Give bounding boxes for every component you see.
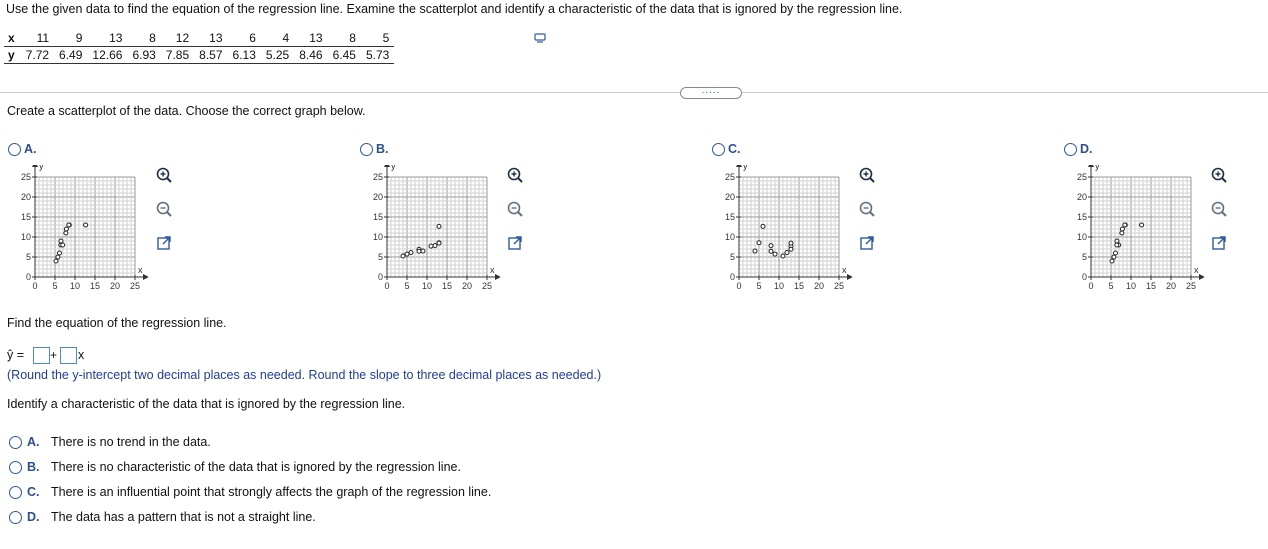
y-axis-label: y — [39, 165, 44, 171]
y-cell: 5.73 — [361, 47, 394, 64]
y-tick-label: 0 — [1081, 272, 1087, 282]
data-point — [781, 254, 785, 258]
y-row-label: y — [4, 47, 21, 64]
x-tick-label: 10 — [773, 281, 785, 291]
graph-choice-c-radio[interactable] — [712, 143, 725, 156]
x-axis-arrow — [143, 274, 148, 280]
zoom-in-icon[interactable] — [506, 166, 524, 184]
data-point — [59, 239, 63, 243]
y-tick-label: 0 — [377, 272, 383, 282]
x-tick-label: 5 — [404, 281, 410, 291]
y-tick-label: 10 — [1076, 232, 1087, 242]
y-tick-label: 20 — [1076, 192, 1087, 202]
copy-data-icon[interactable] — [534, 33, 546, 43]
x-axis-arrow — [1199, 274, 1204, 280]
y-tick-label: 25 — [1076, 172, 1087, 182]
x-axis-arrow — [495, 274, 500, 280]
data-point — [1140, 223, 1144, 227]
data-point — [753, 249, 757, 253]
y-tick-label: 15 — [372, 212, 383, 222]
data-point — [757, 241, 761, 245]
y-tick-label: 25 — [724, 172, 735, 182]
data-point — [437, 224, 441, 228]
x-tick-label: 10 — [1125, 281, 1137, 291]
y-tick-label: 15 — [1076, 212, 1087, 222]
x-variable: x — [78, 348, 85, 362]
x-tick-label: 0 — [1088, 281, 1094, 291]
data-point — [785, 250, 789, 254]
zoom-out-icon[interactable] — [506, 200, 524, 218]
answer-option-d-letter: D. — [27, 510, 40, 524]
yhat-label: ŷ = — [7, 348, 25, 362]
zoom-in-icon[interactable] — [1210, 166, 1228, 184]
x-tick-label: 20 — [461, 281, 473, 291]
data-point — [401, 254, 405, 258]
scatter-prompt: Create a scatterplot of the data. Choose the correct graph below. — [7, 104, 366, 118]
y-tick-label: 5 — [25, 252, 31, 262]
data-point — [64, 227, 68, 231]
open-in-new-window-icon[interactable] — [1210, 234, 1228, 252]
answer-option-c-letter: C. — [27, 485, 40, 499]
y-axis-label: y — [391, 165, 396, 171]
answer-option-c-radio[interactable] — [9, 486, 22, 499]
x-axis-label: x — [842, 265, 847, 275]
data-table — [4, 30, 394, 64]
answer-option-c-text: There is an influential point that strongly affects the graph of the regression line. — [51, 485, 492, 499]
slope-input[interactable] — [60, 347, 77, 364]
y-axis-arrow — [32, 165, 38, 167]
x-tick-label: 20 — [813, 281, 825, 291]
graph-choice-b — [360, 143, 560, 303]
answer-option-d-text: The data has a pattern that is not a straight line. — [51, 510, 316, 524]
x-axis-label: x — [490, 265, 495, 275]
data-point — [1115, 239, 1119, 243]
x-cell: 11 — [21, 30, 54, 47]
y-tick-label: 5 — [1081, 252, 1087, 262]
y-tick-label: 10 — [724, 232, 735, 242]
data-point — [417, 249, 421, 253]
data-point — [54, 259, 58, 263]
data-point — [1120, 227, 1124, 231]
data-point — [773, 252, 777, 256]
x-tick-label: 5 — [1108, 281, 1114, 291]
y-tick-label: 25 — [20, 172, 31, 182]
data-point — [789, 247, 793, 251]
data-point — [437, 241, 441, 245]
y-tick-label: 20 — [372, 192, 383, 202]
x-tick-label: 20 — [1165, 281, 1177, 291]
data-point — [769, 244, 773, 248]
x-tick-label: 25 — [481, 281, 493, 291]
plus-sign: + — [50, 348, 58, 362]
x-tick-label: 20 — [109, 281, 121, 291]
data-point — [433, 244, 437, 248]
scatterplot-c — [712, 165, 852, 293]
data-point — [405, 252, 409, 256]
rounding-note: (Round the y-intercept two decimal places as needed. Round the slope to three decimal places as needed.) — [7, 368, 602, 382]
data-point — [1112, 255, 1116, 259]
characteristic-prompt: Identify a characteristic of the data that is ignored by the regression line. — [7, 397, 406, 411]
y-tick-label: 5 — [729, 252, 735, 262]
zoom-in-icon[interactable] — [155, 166, 173, 184]
scatterplot-a — [8, 165, 148, 293]
y-cell: 12.66 — [87, 47, 127, 64]
x-axis-label: x — [1194, 265, 1199, 275]
y-tick-label: 0 — [729, 272, 735, 282]
x-tick-label: 25 — [1185, 281, 1197, 291]
x-cell: 4 — [261, 30, 294, 47]
data-point — [1115, 243, 1119, 247]
y-axis-arrow — [384, 165, 390, 167]
y-cell: 5.25 — [261, 47, 294, 64]
zoom-out-icon[interactable] — [858, 200, 876, 218]
y-tick-label: 0 — [25, 272, 31, 282]
answer-option-a-text: There is no trend in the data. — [51, 435, 211, 449]
data-point — [409, 250, 413, 254]
x-row — [4, 30, 394, 47]
x-tick-label: 15 — [89, 281, 101, 291]
x-tick-label: 0 — [32, 281, 38, 291]
open-in-new-window-icon[interactable] — [858, 234, 876, 252]
data-point — [429, 244, 433, 248]
x-tick-label: 0 — [384, 281, 390, 291]
y-axis-label: y — [1095, 165, 1100, 171]
graph-choice-d-radio[interactable] — [1064, 143, 1077, 156]
x-tick-label: 10 — [421, 281, 433, 291]
graph-choice-a — [8, 143, 208, 303]
x-tick-label: 15 — [441, 281, 453, 291]
zoom-out-icon[interactable] — [155, 200, 173, 218]
data-point — [1120, 231, 1124, 235]
y-axis-arrow — [1088, 165, 1094, 167]
data-point — [67, 223, 71, 227]
y-tick-label: 10 — [20, 232, 31, 242]
x-cell: 12 — [161, 30, 194, 47]
y-tick-label: 20 — [724, 192, 735, 202]
data-point — [421, 249, 425, 253]
graph-choice-b-radio[interactable] — [360, 143, 373, 156]
data-point — [58, 251, 62, 255]
section-divider — [0, 92, 1268, 93]
answer-option-d-radio[interactable] — [9, 511, 22, 524]
scatterplot-d — [1064, 165, 1204, 293]
x-cell: 8 — [328, 30, 361, 47]
x-tick-label: 15 — [793, 281, 805, 291]
data-point — [84, 223, 88, 227]
x-cell: 13 — [294, 30, 327, 47]
answer-option-a-radio[interactable] — [9, 436, 22, 449]
x-cell: 5 — [361, 30, 394, 47]
x-tick-label: 10 — [69, 281, 81, 291]
y-intercept-input[interactable] — [33, 347, 50, 364]
graph-choice-d-letter: D. — [1080, 142, 1093, 156]
graph-choice-d — [1064, 143, 1264, 303]
x-cell: 13 — [87, 30, 127, 47]
y-tick-label: 10 — [372, 232, 383, 242]
y-cell: 7.85 — [161, 47, 194, 64]
answer-option-b-radio[interactable] — [9, 461, 22, 474]
data-point — [1123, 223, 1127, 227]
answer-option-b-text: There is no characteristic of the data that is ignored by the regression line. — [51, 460, 461, 474]
x-tick-label: 0 — [736, 281, 742, 291]
x-axis-arrow — [847, 274, 852, 280]
instruction-text: Use the given data to find the equation of the regression line. Examine the scatterplot and identify a characteristic of the data that is ignored by the regression line. — [6, 2, 903, 16]
open-in-new-window-icon[interactable] — [506, 234, 524, 252]
graph-choice-c-letter: C. — [728, 142, 741, 156]
y-axis-arrow — [736, 165, 742, 167]
data-point — [769, 249, 773, 253]
regression-prompt: Find the equation of the regression line. — [7, 316, 227, 330]
x-cell: 9 — [54, 30, 87, 47]
x-tick-label: 5 — [756, 281, 762, 291]
graph-choice-a-radio[interactable] — [8, 143, 21, 156]
open-in-new-window-icon[interactable] — [155, 234, 173, 252]
x-tick-label: 25 — [129, 281, 141, 291]
data-point — [61, 243, 65, 247]
y-tick-label: 5 — [377, 252, 383, 262]
data-point — [789, 241, 793, 245]
zoom-in-icon[interactable] — [858, 166, 876, 184]
data-point — [761, 224, 765, 228]
x-cell: 8 — [127, 30, 160, 47]
y-cell: 6.49 — [54, 47, 87, 64]
x-row-label: x — [4, 30, 21, 47]
x-tick-label: 15 — [1145, 281, 1157, 291]
graph-choice-c — [712, 143, 912, 303]
y-cell: 6.45 — [328, 47, 361, 64]
expand-handle[interactable]: ..... — [680, 87, 742, 99]
y-row — [4, 47, 394, 64]
y-tick-label: 20 — [20, 192, 31, 202]
scatterplot-b — [360, 165, 500, 293]
x-tick-label: 25 — [833, 281, 845, 291]
y-tick-label: 15 — [20, 212, 31, 222]
data-point — [1110, 259, 1114, 263]
y-tick-label: 25 — [372, 172, 383, 182]
y-cell: 6.93 — [127, 47, 160, 64]
zoom-out-icon[interactable] — [1210, 200, 1228, 218]
x-axis-label: x — [138, 265, 143, 275]
y-axis-label: y — [743, 165, 748, 171]
y-cell: 8.46 — [294, 47, 327, 64]
graph-choice-b-letter: B. — [376, 142, 389, 156]
grid — [739, 177, 839, 277]
data-point — [64, 231, 68, 235]
x-tick-label: 5 — [52, 281, 58, 291]
answer-option-b-letter: B. — [27, 460, 40, 474]
y-cell: 8.57 — [194, 47, 227, 64]
x-cell: 13 — [194, 30, 227, 47]
graph-choice-a-letter: A. — [24, 142, 37, 156]
x-cell: 6 — [228, 30, 261, 47]
y-cell: 7.72 — [21, 47, 54, 64]
data-point — [56, 255, 60, 259]
data-point — [1114, 251, 1118, 255]
y-cell: 6.13 — [228, 47, 261, 64]
answer-option-a-letter: A. — [27, 435, 40, 449]
y-tick-label: 15 — [724, 212, 735, 222]
